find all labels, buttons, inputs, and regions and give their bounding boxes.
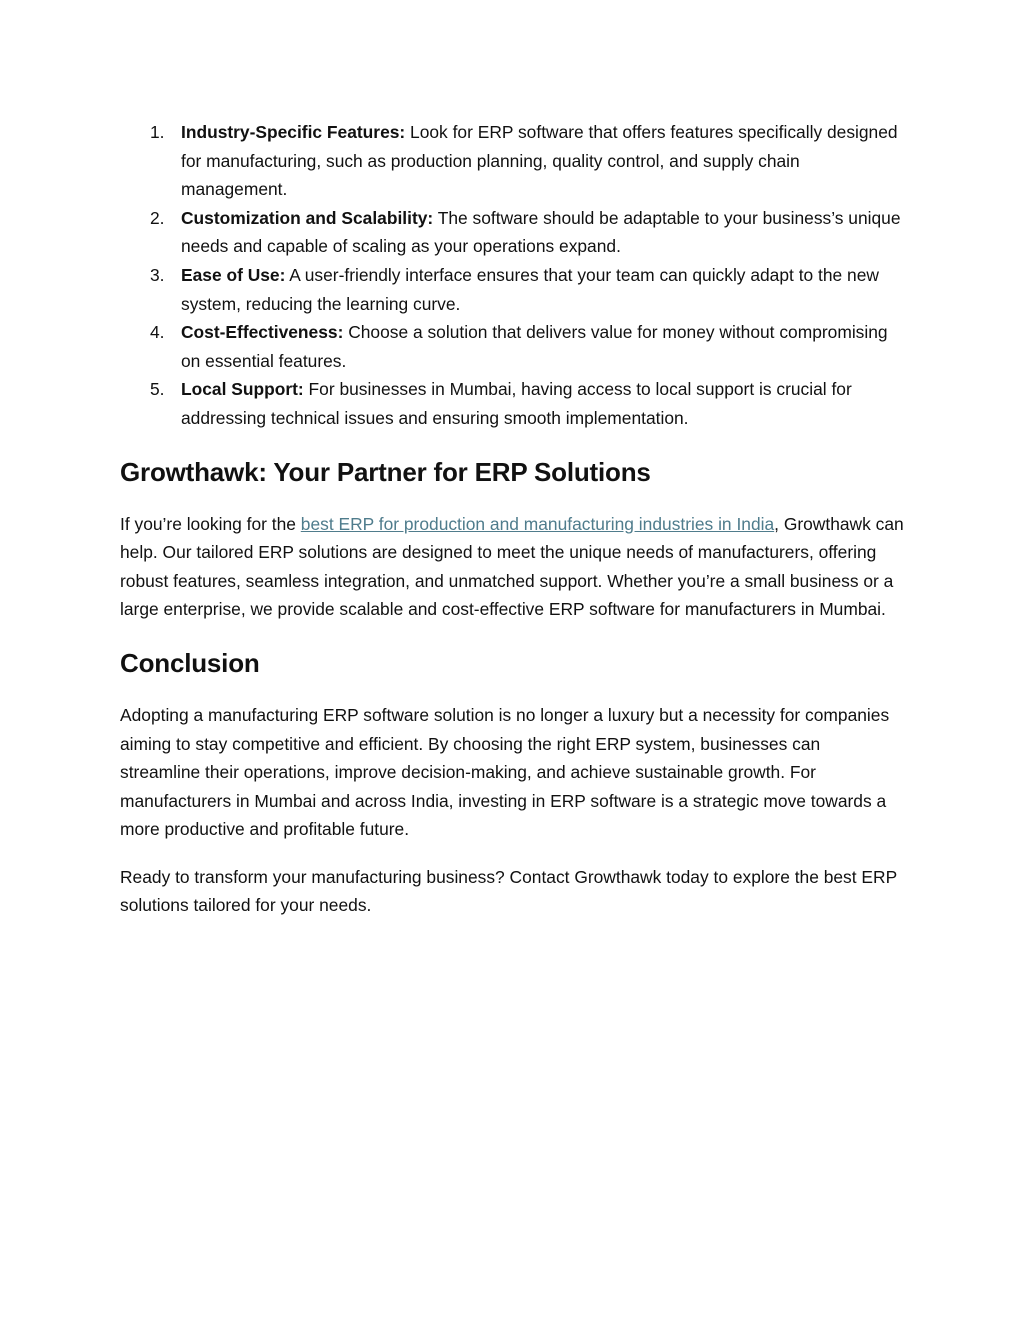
growthawk-intro-text: If you’re looking for the [120,513,296,534]
conclusion-heading: Conclusion [120,647,260,678]
feature-list [120,118,904,433]
list-item-text: The software should be adaptable to your business’s unique needs and capable of scaling as your operations expand. [181,207,901,257]
list-item [120,318,904,375]
list-item-title: Customization and Scalability: [181,207,434,228]
list-item-title: Cost-Effectiveness: [181,322,344,343]
list-number: 5. [150,379,165,400]
conclusion-paragraph: Adopting a manufacturing ERP software solution is no longer a luxury but a necessity for companies aiming to stay competitive and efficient. By choosing the right ERP system, businesses can streamline their operations, improve decision-making, and achieve sustainable growth. For manufacturers in Mumbai and across India, investing in ERP software is a strategic move towards a more productive and profitable future. [120,704,890,840]
list-item-title: Local Support: [181,379,304,400]
growthawk-heading: Growthawk: Your Partner for ERP Solutions [120,456,651,487]
list-item-title: Ease of Use: [181,264,286,285]
erp-link[interactable]: best ERP for production and manufacturing industries in India [300,513,775,534]
list-item [120,118,904,204]
list-number: 2. [150,207,165,228]
list-item-text: For businesses in Mumbai, having access to local support is crucial for addressing technical issues and ensuring smooth implementation. [181,379,852,428]
growthawk-paragraph [120,510,904,624]
list-item [120,204,904,261]
list-item-text: Choose a solution that delivers value for money without compromising on essential features. [181,322,888,371]
list-number: 3. [150,264,165,285]
growthawk-rest-text: , Growthawk can help. Our tailored ERP solutions are designed to meet the unique needs of manufacturers, offering robust features, seamless integration, and unmatched support. Whether you’re a small business or a large enterprise, we provide scalable and cost-effective ERP software for manufacturers in Mumbai. [120,513,904,620]
list-number: 1. [150,122,165,142]
list-number: 4. [150,322,165,343]
list-item [120,261,904,318]
document-page [120,118,904,920]
list-item-title: Industry-Specific Features: [181,122,406,142]
cta-paragraph: Ready to transform your manufacturing business? Contact Growthawk today to explore the best ERP solutions tailored for your needs. [120,866,897,916]
list-item-text: A user-friendly interface ensures that your team can quickly adapt to the new system, reducing the learning curve. [181,264,879,314]
list-item [120,375,904,432]
list-item-text: Look for ERP software that offers features specifically designed for manufacturing, such as production planning, quality control, and supply chain management. [181,122,898,200]
